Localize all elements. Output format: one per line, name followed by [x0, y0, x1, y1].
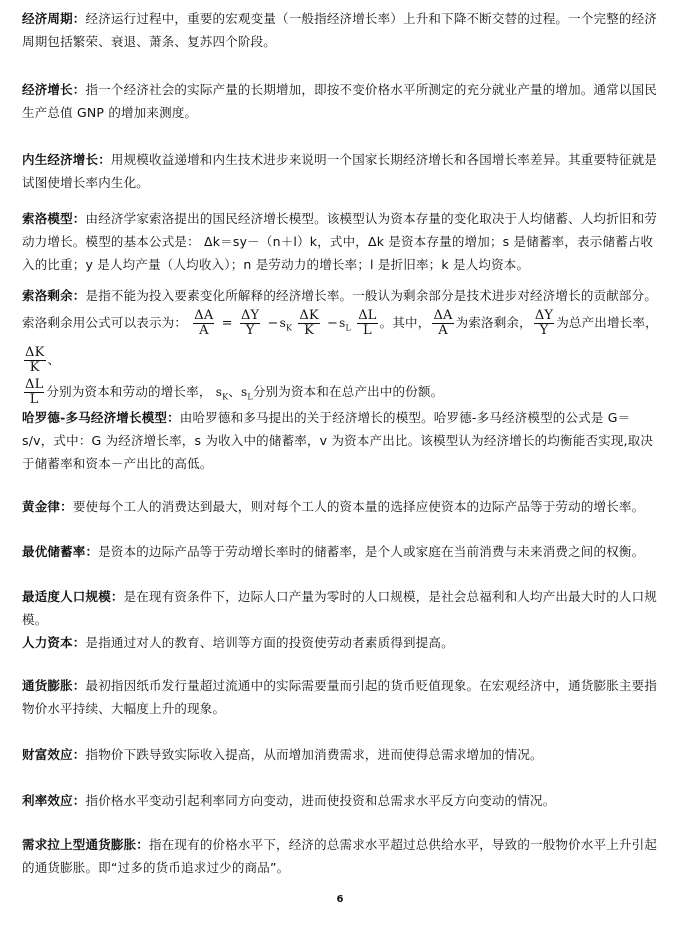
- solow-residual-formula: 索洛剩余用公式可以表示为： $\frac{\Delta A}{A}$ = $\frac{\Delta Y}{Y}$ $-s_K$ $\frac{\Delta K}{K}$ $-s_L$ $\frac{\Delta L}{L}$ 。其中， $\frac{\Delta A}{A}$ 为索洛剩余， $\frac{\Delta Y}{Y}$ 为总产出增长率， $\frac{\Delta K}{K}$ 、: [22, 308, 658, 376]
- definition: 指在现有的价格水平下，经济的总需求水平超过总供给水平，导致的一般物价水平上升引起的通货膨胀。即“过多的货币追求过少的商品”。: [22, 837, 658, 875]
- entry-economic-growth: [22, 78, 658, 124]
- term: 索洛模型：: [22, 211, 86, 226]
- share-labor: $s_L$: [339, 316, 352, 333]
- definition: 指一个经济社会的实际产量的长期增加，即按不变价格水平所测定的充分就业产量的增加。通常以国民生产总值 GNP 的增加来测度。: [22, 82, 658, 120]
- term: 经济增长：: [22, 82, 86, 97]
- entry-interest-rate-effect: [22, 789, 658, 812]
- definition: 用规模收益递增和内生技术进步来说明一个国家长期经济增长和各国增长率差异。其重要特征就是试图使增长率内生化。: [22, 152, 658, 190]
- share-capital-ref: $s_K$: [215, 385, 229, 402]
- fraction-delta-y-over-y: $\frac{\Delta Y}{Y}$: [240, 308, 260, 338]
- fraction-delta-k-over-k: $\frac{\Delta K}{K}$: [299, 308, 319, 338]
- definition: 是指不能为投入要素变化所解释的经济增长率。一般认为剩余部分是技术进步对经济增长的贡献部分。: [85, 288, 658, 303]
- term: 最优储蓄率：: [22, 544, 99, 559]
- entry-business-cycle: [22, 7, 658, 53]
- term: 哈罗德-多马经济增长模型：: [22, 410, 180, 425]
- entry-solow-model: [22, 207, 658, 276]
- fraction-delta-a-over-a-ref: $\frac{\Delta A}{A}$: [433, 308, 453, 338]
- entry-inflation: [22, 674, 658, 720]
- term: 利率效应：: [22, 793, 86, 808]
- definition: 指物价下跌导致实际收入提高，从而增加消费需求，进而使得总需求增加的情况。: [85, 747, 543, 762]
- fraction-delta-k-over-k-ref: $\frac{\Delta K}{K}$: [25, 345, 45, 376]
- term: 人力资本：: [22, 635, 86, 650]
- definition: 最初指因纸币发行量超过流通中的实际需要量而引起的货币贬值现象。在宏观经济中，通货膨胀主要指物价水平持续、大幅度上升的现象。: [22, 678, 658, 716]
- fraction-delta-y-over-y-ref: $\frac{\Delta Y}{Y}$: [534, 308, 554, 338]
- definition: 是在现有资条件下，边际人口产量为零时的人口规模，是社会总福利和人均产出最大时的人口规模。: [22, 589, 658, 627]
- share-labor-ref: $s_L$: [240, 385, 253, 402]
- document-page: [22, 0, 658, 938]
- term: 需求拉上型通货膨胀：: [22, 837, 150, 852]
- fraction-delta-l-over-l-ref: $\frac{\Delta L}{L}$: [25, 377, 44, 408]
- solow-residual-formula-cont: $\frac{\Delta L}{L}$ 分别为资本和劳动的增长率， $s_K$、$s_L$分别为资本和在总产出中的份额。: [25, 377, 444, 408]
- entry-solow-residual: [22, 284, 658, 414]
- definition: 是指通过对人的教育、培训等方面的投资使劳动者素质得到提高。: [85, 635, 454, 650]
- definition: 由经济学家索洛提出的国民经济增长模型。该模型认为资本存量的变化取决于人均储蓄、人均折旧和劳动力增长。模型的基本公式是： Δk＝sy－（n＋l）k，式中，Δk 是资本存量的增加；s 是储蓄率，表示储蓄占收入的比重；y 是人均产量（人均收入）；n 是劳动力的增长率；l 是折旧率；k 是人均资本。: [22, 211, 658, 272]
- term: 黄金律：: [22, 499, 73, 514]
- definition: 经济运行过程中，重要的宏观变量（一般指经济增长率）上升和下降不断交替的过程。一个完整的经济周期包括繁荣、衰退、萧条、复苏四个阶段。: [22, 11, 658, 49]
- entry-optimal-saving-rate: [22, 540, 658, 563]
- fraction-delta-l-over-l: $\frac{\Delta L}{L}$: [358, 308, 377, 338]
- definition: 由哈罗德和多马提出的关于经济增长的模型。哈罗德-多马经济模型的公式是 G＝s/v，式中：G 为经济增长率，s 为收入中的储蓄率，v 为资本产出比。该模型认为经济增长的均衡能否实现,取决于储蓄率和资本－产出比的高低。: [22, 410, 654, 471]
- fraction-delta-a-over-a: $\frac{\Delta A}{A}$: [194, 308, 214, 338]
- entry-demand-pull-inflation: [22, 833, 658, 879]
- term: 最适度人口规模：: [22, 589, 124, 604]
- term: 财富效应：: [22, 747, 86, 762]
- definition: 要使每个工人的消费达到最大，则对每个工人的资本量的选择应使资本的边际产品等于劳动的增长率。: [72, 499, 645, 514]
- entry-harrod-domar: [22, 406, 658, 475]
- formula-intro: 索洛剩余用公式可以表示为：: [22, 315, 188, 330]
- definition: 指价格水平变动引起利率同方向变动，进而使投资和总需求水平反方向变动的情况。: [85, 793, 556, 808]
- entry-endogenous-growth: [22, 148, 658, 194]
- entry-human-capital: [22, 631, 658, 654]
- definition: 是资本的边际产品等于劳动增长率时的储蓄率，是个人或家庭在当前消费与未来消费之间的权衡。: [98, 544, 645, 559]
- term: 通货膨胀：: [22, 678, 86, 693]
- share-capital: $s_K$: [279, 316, 293, 333]
- page-number: 6: [336, 894, 344, 905]
- entry-wealth-effect: [22, 743, 658, 766]
- entry-optimal-population: [22, 585, 658, 631]
- term: 索洛剩余：: [22, 288, 86, 303]
- term: 经济周期：: [22, 11, 86, 26]
- term: 内生经济增长：: [22, 152, 111, 167]
- entry-golden-rule: [22, 495, 658, 518]
